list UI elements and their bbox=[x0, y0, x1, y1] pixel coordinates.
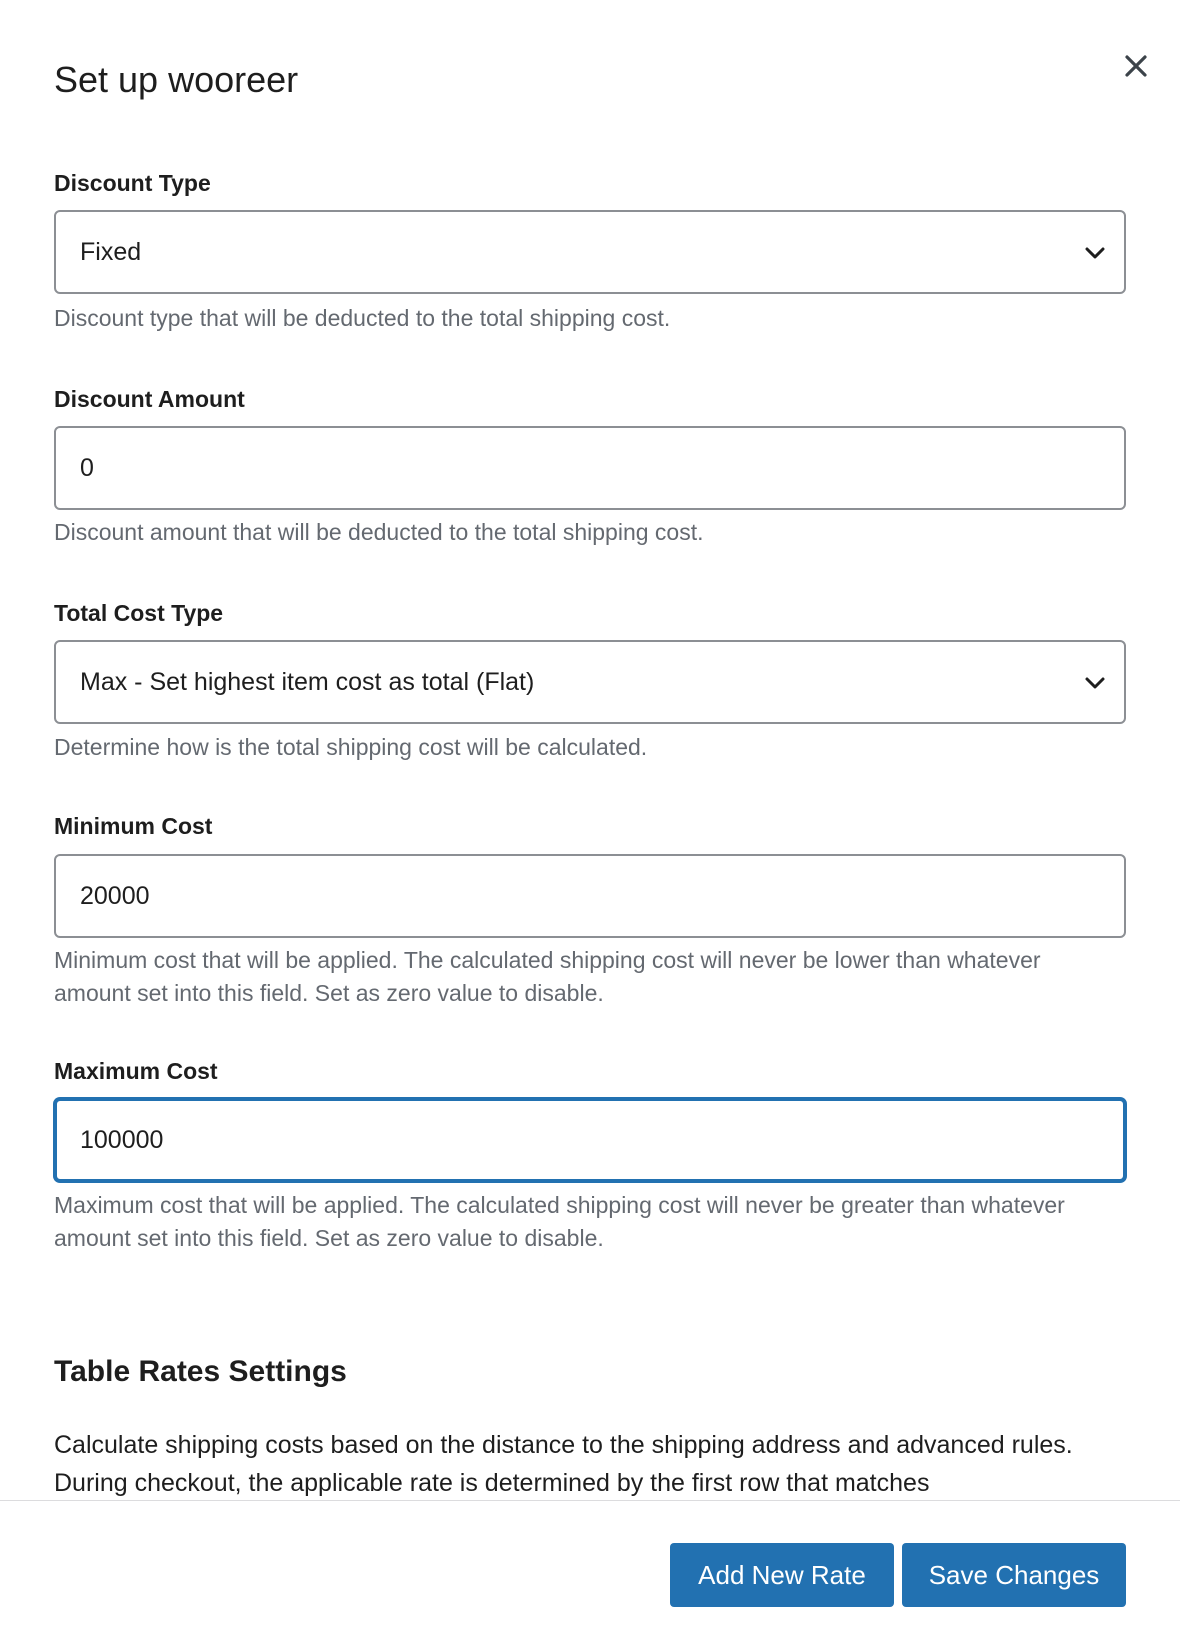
total-cost-type-select[interactable] bbox=[54, 640, 1126, 724]
close-button[interactable] bbox=[1116, 46, 1156, 86]
total-cost-type-value: Max - Set highest item cost as total (Flat) bbox=[80, 668, 535, 696]
maximum-cost-help: Maximum cost that will be applied. The calculated shipping cost will never be greater than whatever amount set into this field. Set as zero value to disable. bbox=[54, 1192, 1065, 1251]
maximum-cost-value: 100000 bbox=[80, 1126, 164, 1154]
maximum-cost-label: Maximum Cost bbox=[54, 1058, 218, 1084]
minimum-cost-input[interactable] bbox=[54, 854, 1126, 938]
maximum-cost-input[interactable] bbox=[54, 1098, 1126, 1182]
add-new-rate-button[interactable]: Add New Rate bbox=[670, 1543, 894, 1607]
discount-amount-input[interactable] bbox=[54, 426, 1126, 510]
chevron-down-icon bbox=[1080, 238, 1110, 268]
discount-type-help: Discount type that will be deducted to the total shipping cost. bbox=[54, 305, 671, 331]
discount-type-label: Discount Type bbox=[54, 170, 211, 196]
table-rates-description: Calculate shipping costs based on the distance to the shipping address and advanced rules. During checkout, the applicable rate is determined by the first row that matches bbox=[54, 1431, 1073, 1497]
save-changes-button[interactable]: Save Changes bbox=[902, 1543, 1126, 1607]
table-rates-title: Table Rates Settings bbox=[54, 1355, 347, 1388]
minimum-cost-value: 20000 bbox=[80, 882, 150, 910]
minimum-cost-label: Minimum Cost bbox=[54, 813, 213, 839]
minimum-cost-help: Minimum cost that will be applied. The calculated shipping cost will never be lower than whatever amount set into this field. Set as zero value to disable. bbox=[54, 947, 1041, 1006]
total-cost-type-label: Total Cost Type bbox=[54, 600, 224, 626]
total-cost-type-help: Determine how is the total shipping cost will be calculated. bbox=[54, 734, 648, 760]
close-icon bbox=[1116, 46, 1156, 86]
discount-amount-help: Discount amount that will be deducted to the total shipping cost. bbox=[54, 519, 704, 545]
modal-footer bbox=[0, 1500, 1180, 1634]
discount-amount-value: 0 bbox=[80, 454, 94, 482]
chevron-down-icon bbox=[1080, 668, 1110, 698]
discount-amount-label: Discount Amount bbox=[54, 386, 245, 412]
modal-title: Set up wooreer bbox=[54, 59, 299, 100]
discount-type-select[interactable] bbox=[54, 210, 1126, 294]
discount-type-value: Fixed bbox=[80, 238, 142, 266]
